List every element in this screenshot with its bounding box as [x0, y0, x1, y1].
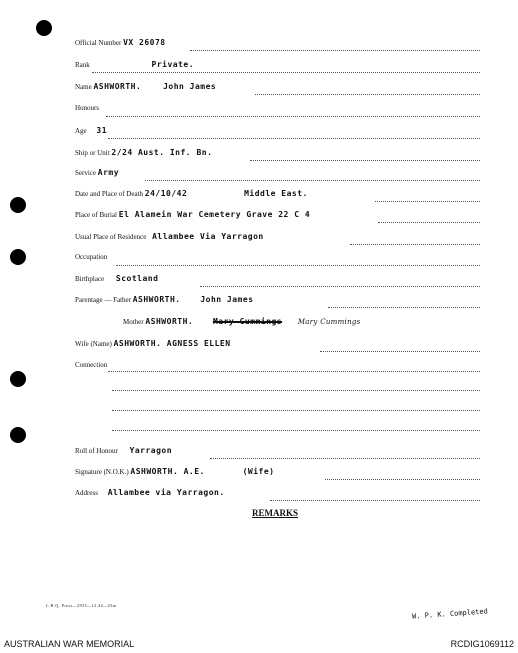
burial-value: El Alamein War Cemetery Grave 22 C 4 [118, 210, 311, 219]
punch-hole [36, 20, 52, 36]
burial-row [75, 210, 310, 224]
age-label: Age [75, 127, 87, 135]
signature-label: Signature (N.O.K.) [75, 468, 129, 476]
residence-label: Usual Place of Residence [75, 233, 147, 241]
wife-label: Wife (Name) [75, 340, 112, 348]
unit-label: Ship or Unit [75, 149, 110, 157]
name-surname: ASHWORTH. [93, 82, 142, 91]
mother-row [123, 317, 361, 331]
remarks-heading: REMARKS [252, 508, 299, 518]
occupation-row [75, 253, 107, 267]
father-row [75, 295, 254, 309]
footer-source: AUSTRALIAN WAR MEMORIAL [4, 639, 135, 649]
father-label: Parentage — Father [75, 296, 131, 304]
mother-surname: ASHWORTH. [145, 317, 194, 326]
occupation-label: Occupation [75, 253, 108, 261]
unit-value: 2/24 Aust. Inf. Bn. [111, 148, 213, 157]
footer-record-id: RCDIG1069112 [450, 639, 514, 649]
birthplace-label: Birthplace [75, 275, 105, 283]
roll-value: Yarragon [129, 446, 173, 455]
mother-struck-name: Mary Cummings [212, 317, 283, 326]
official-number-row [75, 38, 166, 52]
unit-row [75, 148, 212, 162]
completed-stamp: W. P. K. Completed [411, 607, 489, 621]
name-row [75, 82, 216, 96]
death-place: Middle East. [244, 189, 308, 198]
birthplace-value: Scotland [115, 274, 159, 283]
residence-value: Allambee Via Yarragon [152, 232, 264, 241]
signature-name: ASHWORTH. A.E. [130, 467, 205, 476]
signature-row [75, 467, 275, 481]
honours-row [75, 104, 99, 118]
service-value: Army [97, 168, 120, 177]
official-number-label: Official Number [75, 39, 122, 47]
rank-label: Rank [75, 61, 90, 69]
mother-label: Mother [123, 318, 144, 326]
archive-footer [0, 634, 518, 653]
roll-label: Roll of Honour [75, 447, 118, 455]
father-surname: ASHWORTH. [132, 295, 181, 304]
wife-value: ASHWORTH. AGNESS ELLEN [113, 339, 231, 348]
name-given: John James [163, 82, 217, 91]
official-number-value: VX 26078 [123, 38, 166, 47]
birthplace-row [75, 274, 158, 288]
age-row [75, 126, 107, 140]
father-given: John James [200, 295, 254, 304]
rank-value: Private. [151, 60, 195, 69]
connection-row [75, 361, 107, 375]
address-row [75, 488, 225, 502]
burial-label: Place of Burial [75, 211, 117, 219]
punch-hole [10, 197, 26, 213]
service-row [75, 168, 119, 182]
age-value: 31 [96, 126, 108, 135]
service-label: Service [75, 169, 96, 177]
roll-row [75, 446, 172, 460]
punch-hole [10, 427, 26, 443]
address-value: Allambee via Yarragon. [107, 488, 225, 497]
honours-label: Honours [75, 104, 100, 112]
signature-relation: (Wife) [242, 467, 275, 476]
mother-handwritten-name: Mary Cummings [297, 318, 361, 326]
death-label: Date and Place of Death [75, 190, 144, 198]
death-row [75, 189, 308, 203]
wife-row [75, 339, 231, 353]
printer-imprint: L.H.Q. Press—2935—12.44—25m [46, 603, 117, 608]
residence-row [75, 232, 264, 246]
address-label: Address [75, 489, 98, 497]
punch-hole [10, 249, 26, 265]
name-label: Name [75, 83, 92, 91]
connection-label: Connection [75, 361, 108, 369]
death-date: 24/10/42 [144, 189, 188, 198]
punch-hole [10, 371, 26, 387]
